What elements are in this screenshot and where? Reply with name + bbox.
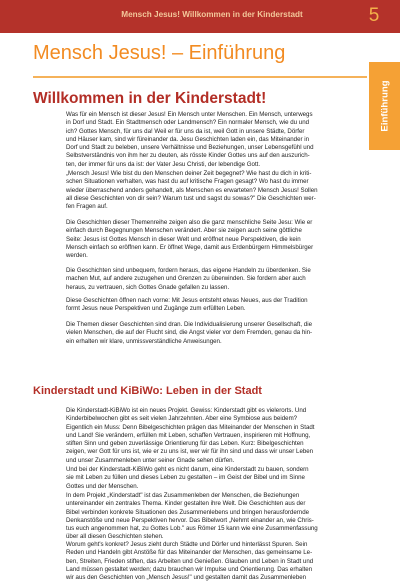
paragraph-line: heraus, zu vertrauen, sich Gottes Gnade gefallen zu lassen. bbox=[66, 283, 230, 291]
body-paragraph bbox=[66, 170, 359, 211]
body-paragraph bbox=[66, 267, 359, 292]
paragraph-line: und unser Zusammenleben unter seiner Gnade sehen dürfen. bbox=[66, 456, 235, 464]
paragraph-line: Worum geht's konkret? Jesus zieht durch Städte und Dörfer und hinterlässt Spuren. Sein bbox=[66, 541, 308, 548]
paragraph-line: Gottes und der Menschen. bbox=[66, 482, 139, 490]
paragraph-line: wir aus den Geschichten von „Mensch Jesus!" und gestalten damit das Zusammenleben bbox=[66, 574, 307, 582]
paragraph-line: und Land! Sie verändern, erfüllen mit Leben, schaffen Vertrauen, inspirieren mit Hoffnung, bbox=[66, 431, 311, 439]
section-side-tab bbox=[369, 62, 400, 150]
paragraph-line: Reden und Handeln gibt Anstöße für das Miteinander der Menschen, das gemeinsame Le- bbox=[66, 549, 313, 557]
title-divider bbox=[33, 76, 367, 78]
paragraph-line: Die Kinderstadt-KiBiWo ist ein neues Projekt. Gewiss: Kinderstadt gibt es vielerorts. Und bbox=[66, 407, 307, 414]
paragraph-line: Diese Geschichten öffnen nach vorne: Mit Jesus entsteht etwas Neues, aus der Tradition bbox=[66, 297, 308, 304]
page-number: 5 bbox=[368, 5, 380, 26]
subsection-heading: Kinderstadt und KiBiWo: Leben in der Stadt bbox=[33, 385, 262, 397]
paragraph-line: einfach durch Begegnungen Menschen verändert. Aber sie zeigen auch seine göttliche bbox=[66, 227, 302, 235]
paragraph-line: tus euch angenommen hat, zu Gottes Lob." aus Römer 15 kann wie eine Zusammenfassung bbox=[66, 525, 318, 533]
body-paragraph bbox=[66, 407, 359, 465]
page-title: Mensch Jesus! – Einführung bbox=[33, 42, 286, 64]
paragraph-line: Bibel verbinden konkrete Situationen des Zusammenlebens und bringen herausfordernde bbox=[66, 508, 310, 516]
paragraph-line: zeigen, wer Gott für uns ist, wie er zu uns ist, wer wir für ihn sind und dass wir unser Leben bbox=[66, 448, 314, 456]
paragraph-line: Eigentlich ein Muss: Denn Bibelgeschichten prägen das Miteinander der Menschen in Stadt bbox=[66, 423, 315, 431]
paragraph-line: ich? Gottes Mensch, für uns da! Weil er für uns da ist, weil Gott in unsere Städte, Dörfer bbox=[66, 127, 305, 135]
paragraph-line: Denkanstöße und neue Perspektiven hervor. Das Bibelwort „Nehmt einander an, wie Chris- bbox=[66, 516, 314, 524]
paragraph-line: Mensch einfach so eröffnen kann. Er öffnet Wege, damit aus Erdenbürgern Himmelsbürger bbox=[66, 243, 314, 251]
body-paragraph bbox=[66, 321, 359, 346]
paragraph-line: wieder überraschend anders gehandelt, als Menschen es erwarteten? Mensch Jesus! Sollen bbox=[66, 186, 318, 194]
paragraph-line: untereinander ein zentrales Thema. Kinder gestalten ihre Welt. Die Geschichten aus der bbox=[66, 500, 306, 508]
paragraph-line: stiften Sinn und geben zuverlässige Orientierung für das Leben. Kurz: Bibelgeschichten bbox=[66, 440, 304, 448]
body-paragraph bbox=[66, 111, 359, 169]
paragraph-line: Die Geschichten dieser Themenreihe zeigen also die ganz menschliche Seite Jesu: Wie er bbox=[66, 219, 313, 226]
paragraph-line: vielen Menschen, die auf der Flucht sind, die Angst vieler vor dem Fremden, genau da hin- bbox=[66, 329, 313, 337]
body-paragraph bbox=[66, 541, 359, 582]
body-paragraph bbox=[66, 466, 359, 491]
paragraph-line: sie mit Leben zu füllen und dieses Leben zu gestalten – im Geist der Bibel und im Sinne bbox=[66, 474, 305, 482]
paragraph-line: Seite: Jesus ist Gottes Mensch in dieser Welt und eröffnet neue Perspektiven, die kein bbox=[66, 235, 301, 243]
header-bar bbox=[0, 0, 400, 33]
paragraph-line: machen Mut, auf andere zuzugehen und Grenzen zu überwinden. Sie fordern aber auch bbox=[66, 275, 306, 283]
paragraph-line: in Dorf und Stadt. Ein Stadtmensch oder Landmensch? Ein normaler Mensch, wie du und bbox=[66, 119, 310, 127]
paragraph-line: In dem Projekt „Kinderstadt" ist das Zusammenleben der Menschen, die Beziehungen bbox=[66, 492, 300, 499]
paragraph-line: all diese Geschichten von dir sein? Warum tust und sagst du sowas?" Die Geschichten wer- bbox=[66, 194, 316, 202]
section-heading: Willkommen in der Kinderstadt! bbox=[33, 90, 267, 107]
paragraph-line: Was für ein Mensch ist dieser Jesus! Ein Mensch unter Menschen. Ein Mensch, unterwegs bbox=[66, 111, 313, 118]
paragraph-line: „Mensch Jesus! Wie bist du den Menschen deiner Zeit begegnet? Wie hast du dich in kriti- bbox=[66, 170, 312, 177]
paragraph-line: ein erhalten wir klare, unmissverständliche Anweisungen. bbox=[66, 337, 222, 345]
paragraph-line: werden. bbox=[66, 252, 88, 260]
paragraph-line: Land müssen gestaltet werden; dazu brauchen wir Impulse und Orientierung. Das erhalten bbox=[66, 565, 313, 573]
body-paragraph bbox=[66, 219, 359, 260]
body-paragraph bbox=[66, 297, 359, 314]
paragraph-line: Selbstverständnis von ihm her zu deuten, als rösste Kinder Gottes uns auf den auszurich- bbox=[66, 152, 310, 160]
paragraph-line: ben, Streiten, Frieden stiften, das Arbeiten und Genießen. Glauben und Leben in Stadt und bbox=[66, 557, 314, 565]
side-tab-label: Einführung bbox=[379, 80, 390, 132]
body-paragraph bbox=[66, 492, 359, 542]
paragraph-line: über all diesen Geschichten stehen. bbox=[66, 533, 164, 541]
paragraph-line: Die Geschichten sind unbequem, fordern heraus, das eigene Handeln zu überdenken. Sie bbox=[66, 267, 311, 274]
paragraph-line: Die Themen dieser Geschichten sind dran. Die Individualisierung unserer Gesellschaft, die bbox=[66, 321, 312, 328]
paragraph-line: und Häuser kam, sind wir füreinander da. Jesu Geschichten laden ein, das Miteinander in bbox=[66, 135, 310, 143]
paragraph-line: Kinderbibelwochen gibt es seit vielen Jahrzehnten. Aber eine Symbiose aus beidem? bbox=[66, 415, 298, 423]
paragraph-line: formt Jesus neue Perspektiven und Zugänge zum erfüllten Leben. bbox=[66, 305, 246, 313]
running-header-title: Mensch Jesus! Willkommen in der Kinderstadt bbox=[121, 10, 303, 19]
paragraph-line: fen Fragen auf. bbox=[66, 203, 108, 211]
paragraph-line: Dorf und Stadt zu beleben, unsere Verhältnisse und Beziehungen, unser Lebensgefühl und bbox=[66, 144, 314, 152]
paragraph-line: schen Situationen verhalten, was hast du auf kritische Fragen gesagt? Wo hast du immer bbox=[66, 178, 309, 186]
paragraph-line: Und bei der Kinderstadt-KiBiWo geht es nicht darum, eine Kinderstadt zu bauen, sondern bbox=[66, 466, 309, 473]
paragraph-line: ten, der immer für uns da ist: der Vater Jesu Christi, der lebendige Gott. bbox=[66, 160, 261, 168]
